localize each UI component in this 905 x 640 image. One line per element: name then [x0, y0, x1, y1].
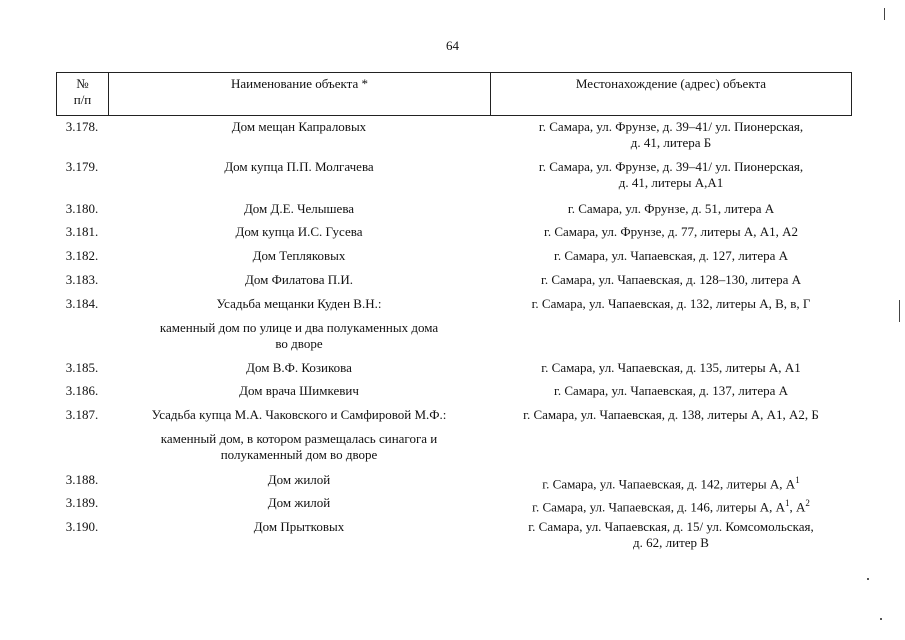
- description-line-1: каменный дом, в котором размещалась синагога и: [160, 431, 438, 446]
- object-description: [108, 431, 490, 463]
- object-address: [490, 119, 852, 151]
- object-address: г. Самара, ул. Чапаевская, д. 132, литеры А, В, в, Г: [531, 296, 811, 311]
- row-number: 3.186.: [65, 383, 99, 398]
- page-number: 64: [446, 38, 459, 53]
- row-number: 3.190.: [65, 519, 99, 534]
- description-line-1: каменный дом по улице и два полукаменных дома: [159, 320, 439, 335]
- object-name: Дом врача Шимкевич: [239, 383, 359, 398]
- object-address: [490, 519, 852, 551]
- object-address: г. Самара, ул. Чапаевская, д. 127, литера А: [553, 248, 789, 263]
- header-name-column: Наименование объекта *: [109, 73, 491, 115]
- address-line-2: д. 41, литера Б: [630, 135, 712, 150]
- address-text: г. Самара, ул. Чапаевская, д. 146, литеры А, А: [532, 499, 786, 515]
- row-number: 3.187.: [65, 407, 99, 422]
- object-address: [490, 495, 852, 515]
- object-address: [490, 472, 852, 492]
- row-number: 3.180.: [65, 201, 99, 216]
- address-line-2: д. 41, литеры А,А1: [618, 175, 724, 190]
- object-name: Дом Д.Е. Челышева: [243, 201, 355, 216]
- address-text-continued: , А: [789, 499, 806, 515]
- scan-speck: [867, 578, 869, 580]
- object-name: Дом Тепляковых: [252, 248, 346, 263]
- address-text: г. Самара, ул. Чапаевская, д. 142, литеры А, А: [542, 476, 796, 492]
- address-line-1: г. Самара, ул. Чапаевская, д. 15/ ул. Комсомольская,: [528, 519, 814, 534]
- object-name: Усадьба купца М.А. Чаковского и Самфировой М.Ф.:: [151, 407, 447, 422]
- object-name: Дом В.Ф. Козикова: [246, 360, 352, 375]
- object-name: Дом Прытковых: [253, 519, 345, 534]
- object-address: г. Самара, ул. Чапаевская, д. 135, литеры А, А1: [541, 360, 801, 375]
- scan-mark: [899, 300, 900, 322]
- address-superscript: 1: [795, 475, 800, 485]
- description-line-2: во дворе: [275, 336, 323, 351]
- row-number: 3.182.: [65, 248, 99, 263]
- object-name: Дом жилой: [267, 495, 331, 510]
- object-name: Дом Филатова П.И.: [244, 272, 354, 287]
- header-number-label: п/п: [73, 92, 92, 107]
- object-name: Усадьба мещанки Куден В.Н.:: [216, 296, 382, 311]
- row-number: 3.178.: [65, 119, 99, 134]
- object-name: Дом купца П.П. Молгачева: [224, 159, 374, 174]
- header-address-column: Местонахождение (адрес) объекта: [575, 76, 767, 91]
- object-name: Дом купца И.С. Гусева: [235, 224, 363, 239]
- object-name: Дом мещан Капраловых: [231, 119, 367, 134]
- address-line-1: г. Самара, ул. Фрунзе, д. 39–41/ ул. Пионерская,: [538, 119, 804, 134]
- object-address: г. Самара, ул. Чапаевская, д. 137, литера А: [553, 383, 789, 398]
- scan-speck: [880, 618, 882, 620]
- table-header: [56, 72, 852, 116]
- scan-mark: [884, 8, 885, 20]
- object-address: г. Самара, ул. Чапаевская, д. 138, литеры А, А1, А2, Б: [523, 407, 819, 422]
- row-number: 3.183.: [65, 272, 99, 287]
- object-address: г. Самара, ул. Фрунзе, д. 77, литеры А, А1, А2: [543, 224, 799, 239]
- object-name: Дом жилой: [267, 472, 331, 487]
- header-number-column: [57, 73, 109, 115]
- object-address: [490, 159, 852, 191]
- row-number: 3.181.: [65, 224, 99, 239]
- address-line-1: г. Самара, ул. Фрунзе, д. 39–41/ ул. Пионерская,: [538, 159, 804, 174]
- header-number-symbol: №: [76, 76, 89, 91]
- description-line-2: полукаменный дом во дворе: [220, 447, 378, 462]
- row-number: 3.184.: [65, 296, 99, 311]
- row-number: 3.189.: [65, 495, 99, 510]
- row-number: 3.179.: [65, 159, 99, 174]
- object-address: г. Самара, ул. Фрунзе, д. 51, литера А: [567, 201, 775, 216]
- object-description: [108, 320, 490, 352]
- address-line-2: д. 62, литер В: [633, 535, 709, 550]
- object-address: г. Самара, ул. Чапаевская, д. 128–130, литера А: [540, 272, 802, 287]
- row-number: 3.188.: [65, 472, 99, 487]
- address-superscript: 1: [785, 498, 790, 508]
- address-superscript-2: 2: [805, 498, 810, 508]
- row-number: 3.185.: [65, 360, 99, 375]
